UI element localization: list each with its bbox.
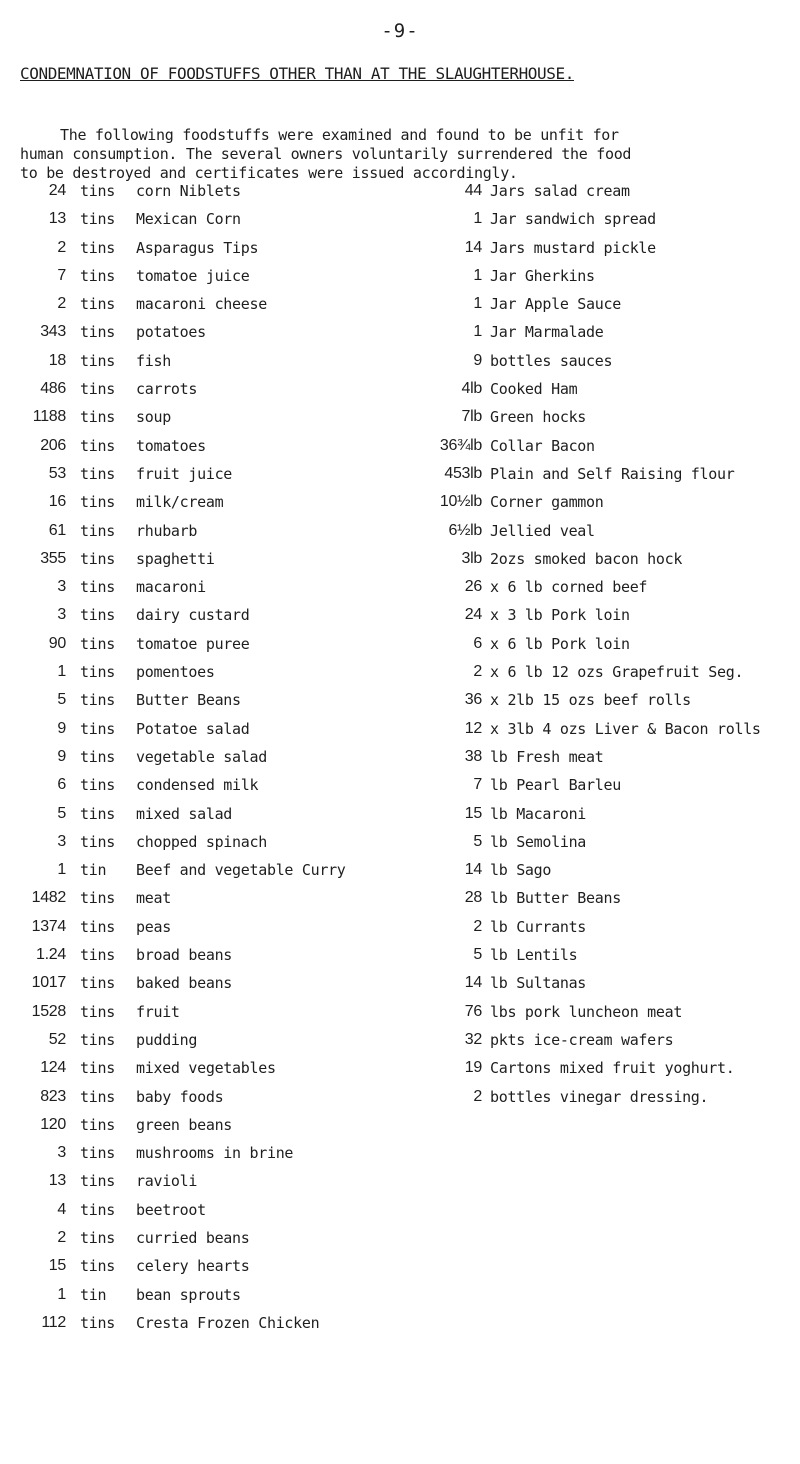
item-unit: tins: [80, 663, 115, 682]
item-quantity: 124: [40, 1059, 66, 1077]
item-description: corn Niblets: [136, 182, 241, 200]
item-description: lb Butter Beans: [490, 889, 621, 908]
item-quantity: 28: [464, 889, 482, 907]
item-quantity: 2: [473, 663, 482, 681]
item-quantity: 120: [40, 1115, 66, 1133]
item-description: tomatoes: [136, 436, 206, 455]
item-quantity: 3lb: [461, 549, 482, 567]
list-item: [22, 833, 392, 861]
item-quantity: 24: [464, 606, 482, 624]
item-quantity: 12: [464, 719, 482, 737]
item-quantity: 15: [464, 804, 482, 822]
item-description: tomatoe juice: [136, 266, 250, 285]
item-unit: tins: [80, 1257, 115, 1276]
item-description: mushrooms in brine: [136, 1144, 294, 1163]
item-unit: tins: [80, 266, 115, 285]
item-unit: tins: [80, 182, 115, 200]
list-item: [22, 493, 392, 521]
list-item: [404, 861, 800, 889]
item-unit: tins: [80, 464, 115, 483]
item-quantity: 6: [57, 776, 66, 794]
item-quantity: 453lb: [444, 464, 482, 482]
item-quantity: 206: [40, 436, 66, 454]
item-quantity: 4lb: [461, 380, 482, 398]
item-unit: tins: [80, 747, 115, 766]
item-description: lbs pork luncheon meat: [490, 1002, 683, 1021]
item-description: macaroni cheese: [136, 295, 267, 314]
list-item: [22, 550, 392, 578]
item-unit: tins: [80, 606, 115, 625]
list-item: [404, 889, 800, 917]
item-description: x 6 lb 12 ozs Grapefruit Seg.: [490, 663, 744, 682]
list-item: [22, 1314, 392, 1342]
list-item: [22, 1031, 392, 1059]
item-quantity: 38: [464, 747, 482, 765]
item-description: baby foods: [136, 1087, 224, 1106]
list-item: [22, 1172, 392, 1200]
page-number: -9-: [381, 20, 419, 42]
item-quantity: 1.24: [36, 946, 66, 964]
list-item: [404, 833, 800, 861]
item-quantity: 76: [464, 1002, 482, 1020]
item-description: fruit juice: [136, 464, 233, 483]
item-description: curried beans: [136, 1228, 250, 1247]
item-quantity: 5: [57, 804, 66, 822]
list-item: [22, 1144, 392, 1172]
item-description: beetroot: [136, 1200, 206, 1219]
item-description: celery hearts: [136, 1257, 250, 1276]
item-unit: tins: [80, 946, 115, 965]
item-unit: tins: [80, 974, 115, 993]
intro-line: The following foodstuffs were examined and found to be unfit for: [60, 126, 619, 144]
item-unit: tins: [80, 1087, 115, 1106]
left-column-list: [22, 182, 392, 1342]
item-unit: tins: [80, 210, 115, 229]
item-unit: tins: [80, 776, 115, 795]
item-unit: tins: [80, 351, 115, 370]
item-unit: tins: [80, 1200, 115, 1219]
item-quantity: 36: [464, 691, 482, 709]
list-item: [22, 748, 392, 776]
list-item: [22, 861, 392, 889]
item-quantity: 3: [57, 606, 66, 624]
list-item: [22, 663, 392, 691]
item-quantity: 1: [473, 295, 482, 313]
item-unit: tins: [80, 804, 115, 823]
item-unit: tins: [80, 1172, 115, 1191]
item-unit: tins: [80, 493, 115, 512]
right-column-list: [404, 182, 800, 1116]
list-item: [404, 239, 800, 267]
item-description: vegetable salad: [136, 747, 267, 766]
item-quantity: 61: [48, 521, 66, 539]
list-item: [404, 946, 800, 974]
list-item: [404, 267, 800, 295]
item-quantity: 2: [57, 295, 66, 313]
item-quantity: 112: [41, 1313, 66, 1331]
item-description: condensed milk: [136, 776, 259, 795]
item-description: peas: [136, 917, 171, 936]
list-item: [404, 437, 800, 465]
list-item: [22, 380, 392, 408]
list-item: [404, 323, 800, 351]
item-quantity: 1: [473, 323, 482, 341]
item-quantity: 5: [57, 691, 66, 709]
item-unit: tins: [80, 436, 115, 455]
page-heading: CONDEMNATION OF FOODSTUFFS OTHER THAN AT THE SLAUGHTERHOUSE.: [20, 64, 574, 83]
item-unit: tins: [80, 1030, 115, 1049]
list-item: [22, 691, 392, 719]
item-quantity: 13: [48, 210, 66, 228]
item-quantity: 19: [464, 1059, 482, 1077]
list-item: [404, 550, 800, 578]
item-quantity: 24: [48, 182, 66, 199]
list-item: [22, 465, 392, 493]
item-description: Green hocks: [490, 408, 587, 427]
item-description: mixed salad: [136, 804, 233, 823]
item-quantity: 5: [473, 946, 482, 964]
list-item: [404, 465, 800, 493]
item-quantity: 32: [464, 1030, 482, 1048]
item-description: fruit: [136, 1002, 180, 1021]
item-description: Jars salad cream: [490, 182, 630, 200]
list-item: [22, 805, 392, 833]
item-description: lb Pearl Barleu: [490, 776, 621, 795]
item-description: soup: [136, 408, 171, 427]
item-quantity: 6: [473, 634, 482, 652]
list-item: [404, 1059, 800, 1087]
list-item: [22, 239, 392, 267]
list-item: [404, 776, 800, 804]
list-item: [404, 663, 800, 691]
item-quantity: 1482: [31, 889, 66, 907]
item-description: chopped spinach: [136, 832, 267, 851]
item-unit: tins: [80, 521, 115, 540]
item-description: Jar sandwich spread: [490, 210, 656, 229]
list-item: [22, 635, 392, 663]
item-unit: tins: [80, 832, 115, 851]
item-unit: tins: [80, 238, 115, 257]
item-quantity: 5: [473, 832, 482, 850]
item-quantity: 9: [57, 719, 66, 737]
item-quantity: 1: [57, 663, 66, 681]
item-quantity: 1188: [32, 408, 66, 426]
list-item: [404, 606, 800, 634]
item-unit: tins: [80, 408, 115, 427]
list-item: [22, 1003, 392, 1031]
list-item: [22, 210, 392, 238]
item-description: Asparagus Tips: [136, 238, 259, 257]
item-description: pkts ice-cream wafers: [490, 1030, 674, 1049]
item-description: macaroni: [136, 578, 206, 597]
item-quantity: 1: [57, 861, 66, 879]
item-quantity: 14: [464, 974, 482, 992]
item-description: rhubarb: [136, 521, 198, 540]
item-quantity: 355: [40, 549, 66, 567]
item-description: lb Sago: [490, 861, 552, 880]
list-item: [22, 352, 392, 380]
item-unit: tins: [80, 578, 115, 597]
item-quantity: 486: [40, 380, 66, 398]
item-unit: tins: [80, 719, 115, 738]
intro-line: human consumption. The several owners voluntarily surrendered the food: [20, 145, 632, 163]
list-item: [22, 1088, 392, 1116]
item-quantity: 14: [464, 861, 482, 879]
list-item: [22, 1201, 392, 1229]
item-description: lb Macaroni: [490, 804, 587, 823]
item-unit: tins: [80, 295, 115, 314]
item-unit: tins: [80, 323, 115, 342]
list-item: [404, 578, 800, 606]
item-quantity: 13: [48, 1172, 66, 1190]
item-quantity: 4: [57, 1200, 66, 1218]
item-quantity: 9: [473, 351, 482, 369]
list-item: [404, 408, 800, 436]
item-quantity: 15: [48, 1257, 66, 1275]
item-description: broad beans: [136, 946, 233, 965]
item-description: x 6 lb corned beef: [490, 578, 648, 597]
item-unit: tins: [80, 917, 115, 936]
item-description: green beans: [136, 1115, 233, 1134]
list-item: [404, 522, 800, 550]
list-item: [404, 635, 800, 663]
item-quantity: 1: [473, 210, 482, 228]
item-description: Corner gammon: [490, 493, 604, 512]
item-description: pudding: [136, 1030, 198, 1049]
item-description: Jellied veal: [490, 521, 595, 540]
item-quantity: 9: [57, 747, 66, 765]
list-item: [22, 323, 392, 351]
item-description: lb Sultanas: [490, 974, 587, 993]
item-quantity: 3: [57, 578, 66, 596]
item-description: Jar Marmalade: [490, 323, 604, 342]
list-item: [404, 974, 800, 1002]
item-quantity: 343: [40, 323, 66, 341]
list-item: [404, 1088, 800, 1116]
list-item: [22, 720, 392, 748]
item-quantity: 1: [473, 266, 482, 284]
item-quantity: 1017: [31, 974, 66, 992]
item-description: 2ozs smoked bacon hock: [490, 549, 683, 568]
item-unit: tins: [80, 549, 115, 568]
item-description: lb Fresh meat: [490, 747, 604, 766]
item-description: lb Currants: [490, 917, 587, 936]
list-item: [22, 408, 392, 436]
item-unit: tins: [80, 1002, 115, 1021]
list-item: [22, 1286, 392, 1314]
item-quantity: 7: [57, 266, 66, 284]
list-item: [404, 380, 800, 408]
list-item: [22, 1116, 392, 1144]
item-unit: tins: [80, 1115, 115, 1134]
item-quantity: 2: [473, 917, 482, 935]
item-quantity: 16: [48, 493, 66, 511]
item-quantity: 90: [48, 634, 66, 652]
item-description: Collar Bacon: [490, 436, 595, 455]
item-description: x 3lb 4 ozs Liver & Bacon rolls: [490, 719, 761, 738]
item-description: mixed vegetables: [136, 1059, 276, 1078]
item-description: Beef and vegetable Curry: [136, 861, 346, 880]
item-unit: tin: [80, 861, 107, 880]
item-quantity: 53: [48, 464, 66, 482]
list-item: [22, 776, 392, 804]
list-item: [22, 522, 392, 550]
item-description: dairy custard: [136, 606, 250, 625]
list-item: [404, 805, 800, 833]
item-quantity: 26: [464, 578, 482, 596]
item-description: baked beans: [136, 974, 233, 993]
item-description: milk/cream: [136, 493, 224, 512]
item-quantity: 3: [57, 832, 66, 850]
item-quantity: 6½lb: [448, 521, 482, 539]
item-description: Cartons mixed fruit yoghurt.: [490, 1059, 735, 1078]
item-quantity: 10½lb: [439, 493, 482, 511]
list-item: [22, 974, 392, 1002]
item-description: lb Semolina: [490, 832, 587, 851]
item-unit: tins: [80, 380, 115, 399]
item-description: bottles vinegar dressing.: [490, 1087, 709, 1106]
item-quantity: 36¾lb: [439, 436, 482, 454]
item-description: Jars mustard pickle: [490, 238, 656, 257]
item-description: ravioli: [136, 1172, 198, 1191]
item-description: lb Lentils: [490, 946, 578, 965]
list-item: [404, 493, 800, 521]
item-description: fish: [136, 351, 171, 370]
list-item: [22, 267, 392, 295]
item-description: x 3 lb Pork loin: [490, 606, 630, 625]
item-quantity: 823: [40, 1087, 66, 1105]
item-description: potatoes: [136, 323, 206, 342]
item-description: Mexican Corn: [136, 210, 241, 229]
item-quantity: 1528: [31, 1002, 66, 1020]
item-description: spaghetti: [136, 549, 215, 568]
item-description: meat: [136, 889, 171, 908]
list-item: [404, 1003, 800, 1031]
list-item: [404, 295, 800, 323]
list-item: [404, 918, 800, 946]
item-unit: tins: [80, 1144, 115, 1163]
item-unit: tins: [80, 889, 115, 908]
item-description: Cooked Ham: [490, 380, 578, 399]
list-item: [404, 720, 800, 748]
list-item: [22, 1257, 392, 1285]
list-item: [22, 578, 392, 606]
list-item: [404, 352, 800, 380]
list-item: [22, 606, 392, 634]
item-description: Cresta Frozen Chicken: [136, 1313, 320, 1332]
list-item: [22, 1229, 392, 1257]
list-item: [22, 182, 392, 210]
intro-paragraph: [20, 126, 780, 183]
list-item: [404, 748, 800, 776]
item-description: tomatoe puree: [136, 634, 250, 653]
item-quantity: 7: [473, 776, 482, 794]
list-item: [22, 946, 392, 974]
item-unit: tins: [80, 1228, 115, 1247]
item-description: pomentoes: [136, 663, 215, 682]
item-description: Jar Apple Sauce: [490, 295, 621, 314]
item-unit: tins: [80, 634, 115, 653]
item-quantity: 2: [473, 1087, 482, 1105]
item-unit: tins: [80, 1059, 115, 1078]
list-item: [404, 182, 800, 210]
item-description: bean sprouts: [136, 1285, 241, 1304]
list-item: [404, 691, 800, 719]
list-item: [404, 210, 800, 238]
item-description: carrots: [136, 380, 198, 399]
item-description: Potatoe salad: [136, 719, 250, 738]
item-description: x 2lb 15 ozs beef rolls: [490, 691, 691, 710]
item-unit: tins: [80, 691, 115, 710]
item-quantity: 14: [464, 238, 482, 256]
list-item: [22, 918, 392, 946]
item-description: bottles sauces: [490, 351, 613, 370]
item-unit: tins: [80, 1313, 115, 1332]
list-item: [22, 1059, 392, 1087]
list-item: [22, 437, 392, 465]
item-quantity: 44: [464, 182, 482, 199]
item-description: x 6 lb Pork loin: [490, 634, 630, 653]
item-unit: tin: [80, 1285, 107, 1304]
intro-line: to be destroyed and certificates were issued accordingly.: [20, 164, 518, 182]
item-description: Plain and Self Raising flour: [490, 464, 735, 483]
item-quantity: 7lb: [461, 408, 482, 426]
item-quantity: 2: [57, 238, 66, 256]
item-quantity: 18: [48, 351, 66, 369]
list-item: [22, 889, 392, 917]
item-description: Jar Gherkins: [490, 266, 595, 285]
item-quantity: 2: [57, 1228, 66, 1246]
item-quantity: 1: [57, 1285, 66, 1303]
item-quantity: 1374: [31, 917, 66, 935]
item-quantity: 52: [48, 1030, 66, 1048]
list-item: [404, 1031, 800, 1059]
list-item: [22, 295, 392, 323]
item-description: Butter Beans: [136, 691, 241, 710]
item-quantity: 3: [57, 1144, 66, 1162]
